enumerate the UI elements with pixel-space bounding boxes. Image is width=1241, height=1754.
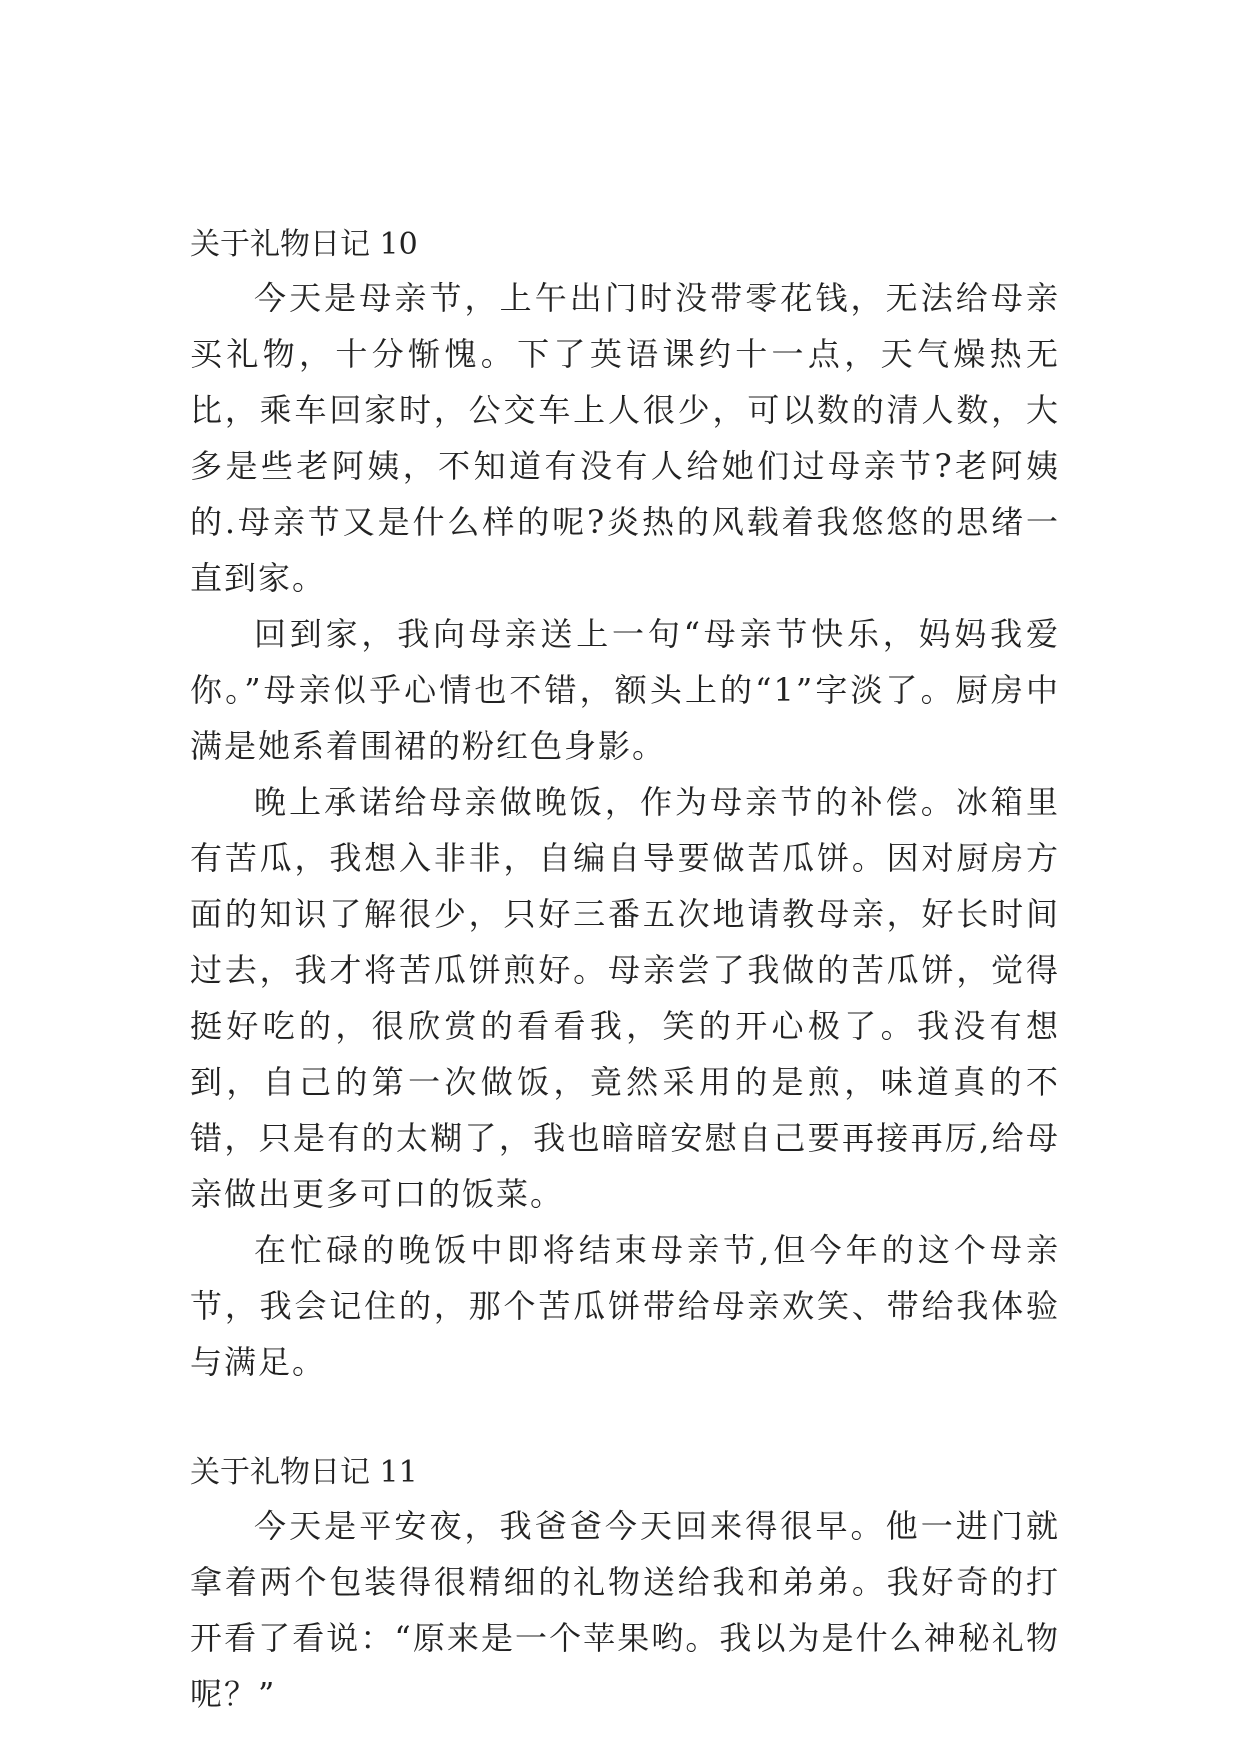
paragraph: 今天是平安夜，我爸爸今天回来得很早。他一进门就拿着两个包装得很精细的礼物送给我和弟弟。我好奇的打开看了看说：“原来是一个苹果哟。我以为是什么神秘礼物呢？” <box>190 1507 1060 1713</box>
entry-title: 关于礼物日记 10 <box>190 227 418 262</box>
document-page <box>190 220 1060 1722</box>
paragraph: 在忙碌的晚饭中即将结束母亲节,但今年的这个母亲节，我会记住的，那个苦瓜饼带给母亲欢笑、带给我体验与满足。 <box>190 1231 1060 1381</box>
diary-entry-11 <box>190 1448 1060 1722</box>
paragraph: 今天是母亲节，上午出门时没带零花钱，无法给母亲买礼物，十分惭愧。下了英语课约十一点，天气燥热无比，乘车回家时，公交车上人很少，可以数的清人数，大多是些老阿姨，不知道有没有人给她们过母亲节?老阿姨的.母亲节又是什么样的呢?炎热的风载着我悠悠的思绪一直到家。 <box>190 279 1060 597</box>
entry-title: 关于礼物日记 11 <box>190 1455 418 1490</box>
diary-entry-10 <box>190 220 1060 1390</box>
paragraph: 回到家，我向母亲送上一句“母亲节快乐，妈妈我爱你。”母亲似乎心情也不错，额头上的“1”字淡了。厨房中满是她系着围裙的粉红色身影。 <box>190 615 1060 765</box>
paragraph: 晚上承诺给母亲做晚饭，作为母亲节的补偿。冰箱里有苦瓜，我想入非非，自编自导要做苦瓜饼。因对厨房方面的知识了解很少，只好三番五次地请教母亲，好长时间过去，我才将苦瓜饼煎好。母亲尝了我做的苦瓜饼，觉得挺好吃的，很欣赏的看看我，笑的开心极了。我没有想到，自己的第一次做饭，竟然采用的是煎，味道真的不错，只是有的太糊了，我也暗暗安慰自己要再接再厉,给母亲做出更多可口的饭菜。 <box>190 783 1060 1213</box>
